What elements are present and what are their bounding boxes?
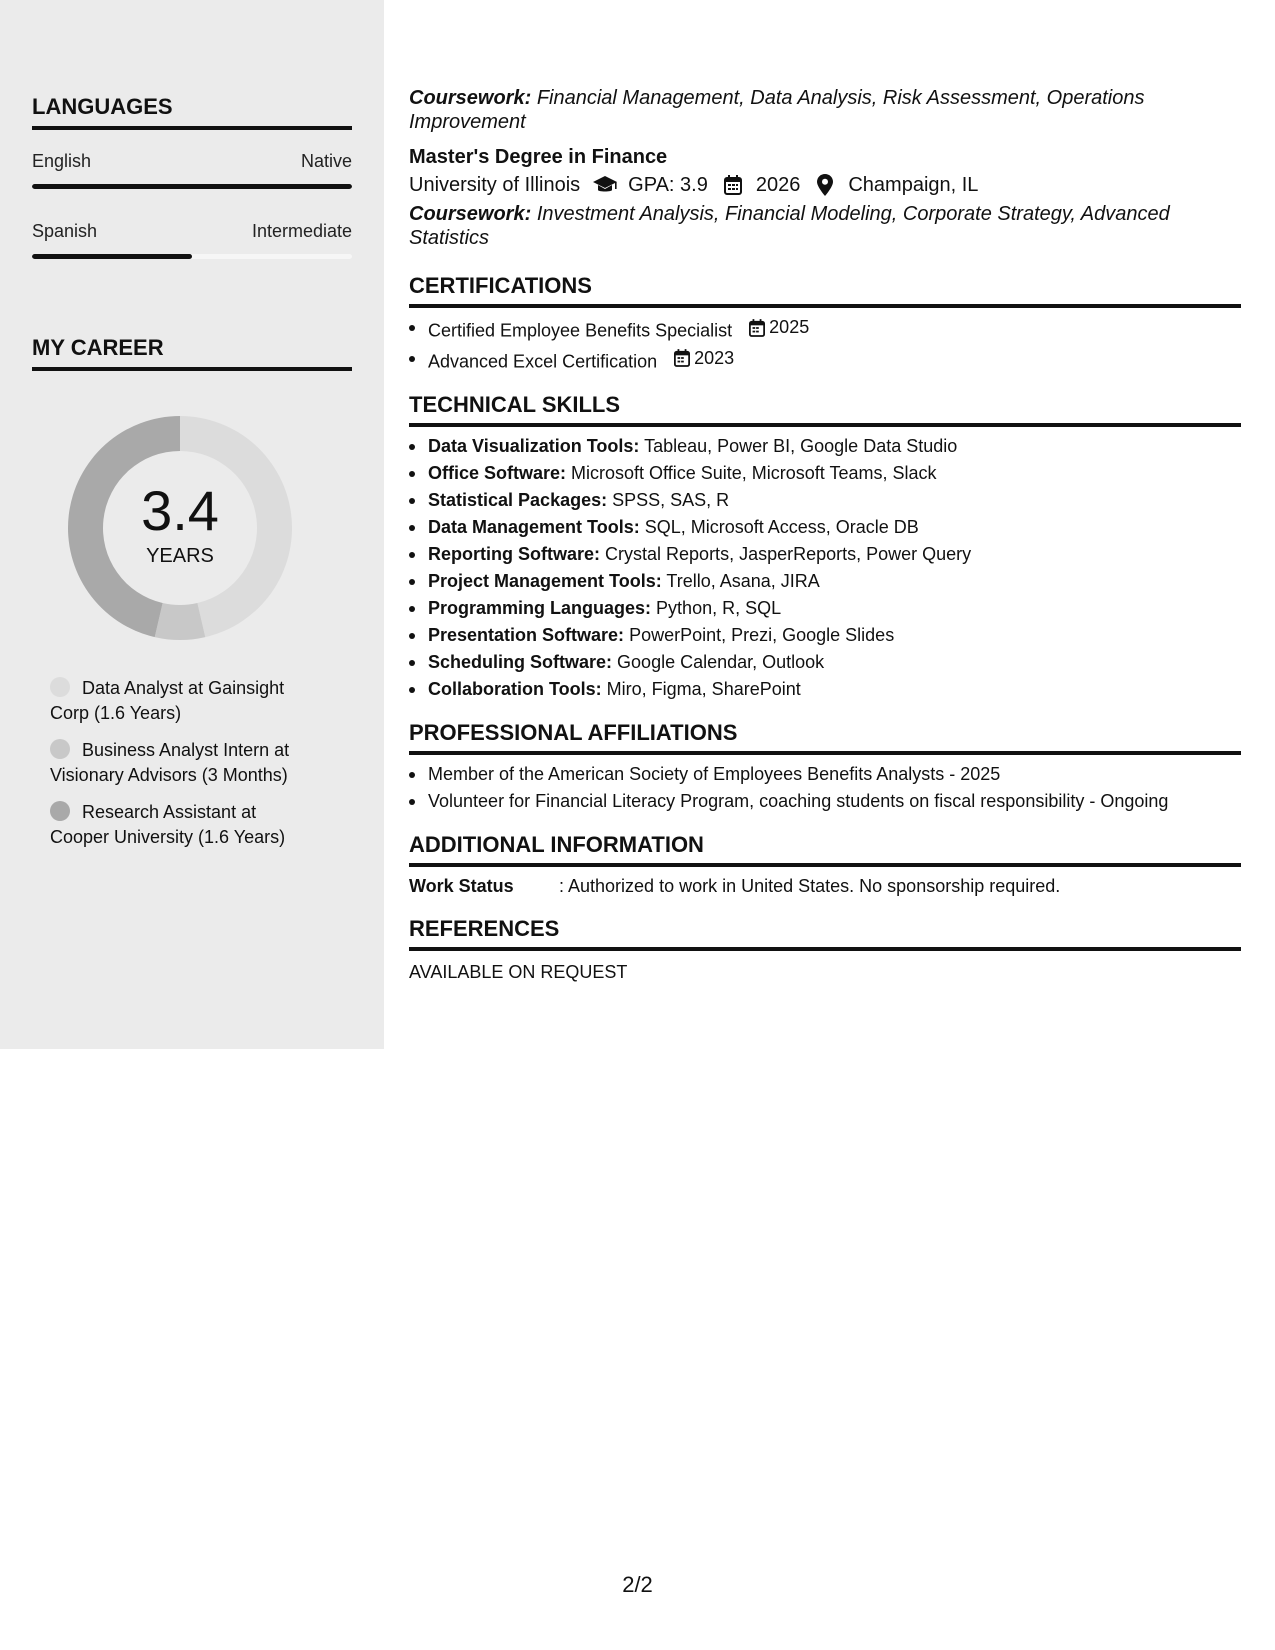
technical-skills-section xyxy=(409,391,1241,703)
skill-label: Presentation Software: xyxy=(428,625,625,645)
language-name: English xyxy=(32,151,92,171)
additional-info-heading: ADDITIONAL INFORMATION xyxy=(409,831,1241,867)
coursework-masters xyxy=(409,202,1241,250)
school-location: Champaign, IL xyxy=(848,174,979,196)
legend-dot-icon xyxy=(50,739,70,759)
calendar-icon xyxy=(674,349,690,367)
work-status-row xyxy=(409,873,1241,899)
list-item xyxy=(409,460,1241,487)
degree-title: Master's Degree in Finance xyxy=(409,146,668,168)
certifications-section xyxy=(409,272,1241,375)
language-bar-fill xyxy=(32,184,352,189)
skill-value: Microsoft Office Suite, Microsoft Teams, Slack xyxy=(571,463,937,483)
list-item xyxy=(409,487,1241,514)
certification-name: Certified Employee Benefits Specialist xyxy=(428,320,733,341)
list-item xyxy=(409,433,1241,460)
skill-value: SQL, Microsoft Access, Oracle DB xyxy=(644,517,919,537)
graduation-year: 2026 xyxy=(755,174,801,196)
coursework-label: Coursework: xyxy=(409,87,532,109)
skill-label: Project Management Tools: xyxy=(428,571,662,591)
technical-skills-heading: TECHNICAL SKILLS xyxy=(409,391,1241,427)
language-bar-spanish xyxy=(32,254,352,259)
language-row-spanish xyxy=(32,221,352,242)
main-content xyxy=(409,86,1241,985)
certification-date xyxy=(749,314,809,341)
graduation-cap-icon xyxy=(592,174,618,196)
career-donut-chart xyxy=(64,412,296,644)
school-name: University of Illinois xyxy=(409,174,581,196)
career-total-value: 3.4 xyxy=(141,478,219,542)
certification-year: 2025 xyxy=(769,317,810,337)
list-item: Volunteer for Financial Literacy Program, coaching students on fiscal responsibility - Ongoing xyxy=(409,788,1241,815)
list-item xyxy=(409,345,1241,376)
coursework-text: Financial Management, Data Analysis, Risk Assessment, Operations Improvement xyxy=(409,87,1145,133)
technical-skills-list xyxy=(409,433,1241,703)
list-item xyxy=(409,314,1241,345)
page-number: 2/2 xyxy=(622,1572,653,1597)
affiliations-heading: PROFESSIONAL AFFILIATIONS xyxy=(409,719,1241,755)
skill-value: SPSS, SAS, R xyxy=(612,490,730,510)
list-item xyxy=(409,541,1241,568)
language-level: Native xyxy=(300,151,352,171)
skill-label: Reporting Software: xyxy=(428,544,601,564)
language-bar-english xyxy=(32,184,352,189)
skill-label: Data Visualization Tools: xyxy=(428,436,640,456)
certification-date xyxy=(674,345,734,372)
skill-value: Google Calendar, Outlook xyxy=(617,652,825,672)
career-item xyxy=(50,676,320,726)
list-item xyxy=(409,676,1241,703)
list-item xyxy=(409,568,1241,595)
career-heading: MY CAREER xyxy=(32,335,352,371)
skill-value: Tableau, Power BI, Google Data Studio xyxy=(644,436,958,456)
legend-dot-icon xyxy=(50,801,70,821)
language-row-english xyxy=(32,151,352,172)
legend-dot-icon xyxy=(50,677,70,697)
affiliations-section xyxy=(409,719,1241,815)
coursework-label: Coursework: xyxy=(409,203,532,225)
list-item xyxy=(409,649,1241,676)
skill-value: PowerPoint, Prezi, Google Slides xyxy=(629,625,895,645)
work-status-value: : Authorized to work in United States. No sponsorship required. xyxy=(559,876,1061,896)
references-heading: REFERENCES xyxy=(409,915,1241,951)
gpa: GPA: 3.9 xyxy=(628,174,708,196)
calendar-icon xyxy=(720,174,746,196)
skill-label: Programming Languages: xyxy=(428,598,652,618)
skill-value: Crystal Reports, JasperReports, Power Query xyxy=(605,544,972,564)
career-item-text: Research Assistant at Cooper University (1.6 Years) xyxy=(50,802,286,847)
references-section xyxy=(409,915,1241,985)
skill-label: Collaboration Tools: xyxy=(428,679,602,699)
language-bar-fill xyxy=(32,254,192,259)
skill-value: Miro, Figma, SharePoint xyxy=(606,679,801,699)
career-item-text: Business Analyst Intern at Visionary Advisors (3 Months) xyxy=(50,740,290,785)
coursework-text: Investment Analysis, Financial Modeling, Corporate Strategy, Advanced Statistics xyxy=(409,203,1170,249)
list-item xyxy=(409,595,1241,622)
career-item xyxy=(50,800,320,850)
degree-meta xyxy=(409,170,1241,200)
list-item xyxy=(409,622,1241,649)
career-item-text: Data Analyst at Gainsight Corp (1.6 Years) xyxy=(50,678,285,723)
career-item xyxy=(50,738,320,788)
map-pin-icon xyxy=(812,174,838,196)
skill-label: Scheduling Software: xyxy=(428,652,613,672)
list-item xyxy=(409,514,1241,541)
work-status-label: Work Status xyxy=(409,876,514,896)
certification-name: Advanced Excel Certification xyxy=(428,351,658,371)
list-item: Member of the American Society of Employees Benefits Analysts - 2025 xyxy=(409,761,1241,788)
career-legend xyxy=(50,676,320,862)
language-name: Spanish xyxy=(32,221,98,241)
skill-label: Office Software: xyxy=(428,463,567,483)
skill-value: Trello, Asana, JIRA xyxy=(666,571,820,591)
additional-info-section xyxy=(409,831,1241,899)
coursework-previous xyxy=(409,86,1241,134)
references-text: AVAILABLE ON REQUEST xyxy=(409,962,628,982)
career-total-unit: YEARS xyxy=(146,544,214,567)
skill-value: Python, R, SQL xyxy=(656,598,782,618)
languages-heading: LANGUAGES xyxy=(32,94,352,130)
certifications-heading: CERTIFICATIONS xyxy=(409,272,1241,308)
certifications-list xyxy=(409,314,1241,375)
skill-label: Statistical Packages: xyxy=(428,490,608,510)
language-level: Intermediate xyxy=(251,221,352,241)
skill-label: Data Management Tools: xyxy=(428,517,640,537)
sidebar xyxy=(0,0,384,1049)
certification-year: 2023 xyxy=(694,347,735,368)
affiliations-list xyxy=(409,761,1241,815)
calendar-icon xyxy=(749,319,765,337)
donut-center xyxy=(64,412,296,644)
